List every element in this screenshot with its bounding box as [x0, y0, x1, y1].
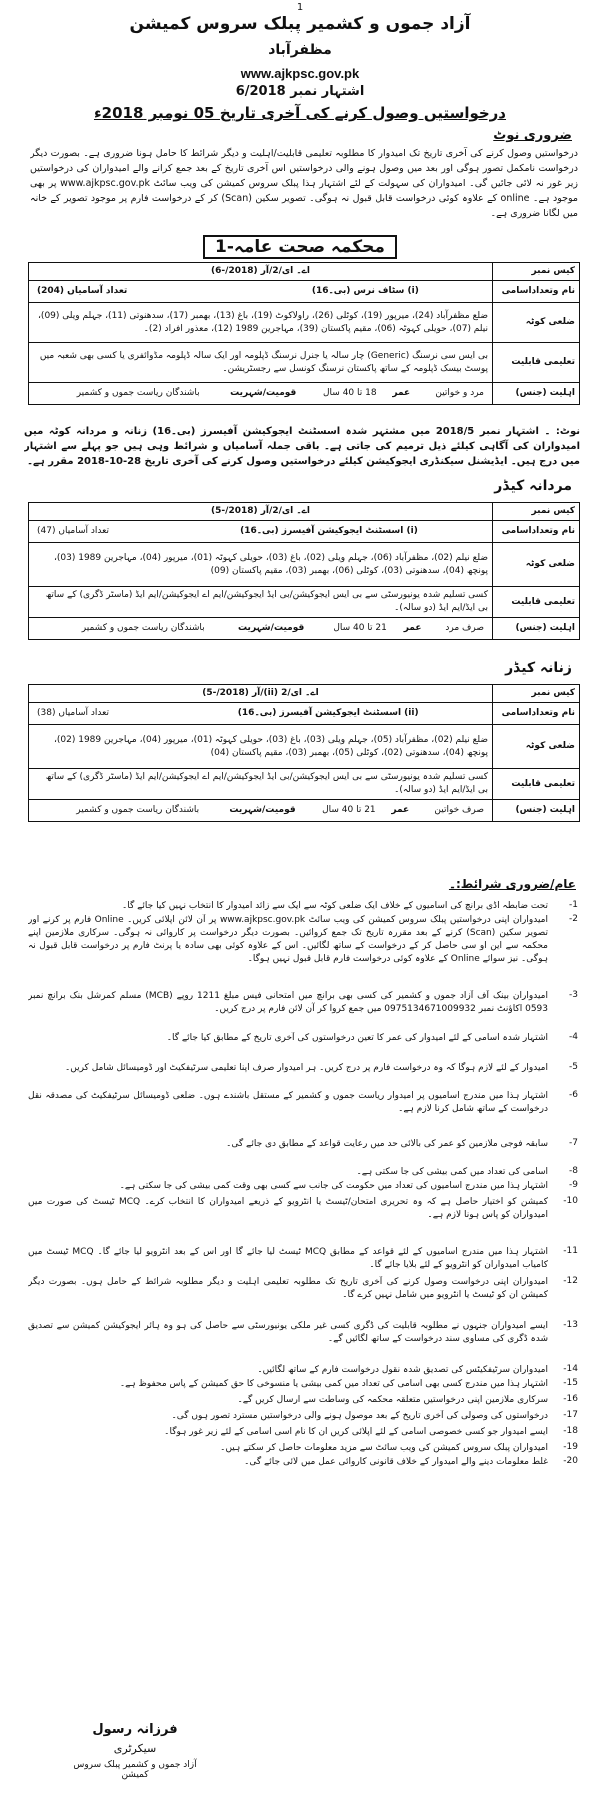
- post-count: تعداد آسامیاں (47): [37, 526, 109, 536]
- condition-text: امیدواران سرٹیفکیٹس کی تصدیق شدہ نقول درخواست فارم کے ساتھ لگائیں۔: [257, 1365, 548, 1375]
- condition-number: -12: [563, 1276, 578, 1286]
- condition-text: سابقہ فوجی ملازمین کو عمر کی بالائی حد میں رعایت قواعد کے مطابق دی جائے گی۔: [226, 1139, 548, 1149]
- condition-text: اشتہار ہذا میں مندرج کسی بھی اسامی کی تعداد میں کمی بیشی یا منسوخی کا حق کمیشن کے پاس محفوظ ہے۔: [119, 1379, 548, 1389]
- label-eligibility: اہلیت (جنس): [493, 618, 580, 640]
- eligibility-cell: [29, 383, 493, 405]
- condition-number: -15: [563, 1378, 578, 1388]
- condition-number: -1: [569, 900, 578, 910]
- age-value: 18 تا 40 سال: [323, 388, 377, 398]
- amendment-note: نوٹ: ۔ اشتہار نمبر 2018/5 میں مشتہر شدہ اسسٹنٹ ایجوکیشن آفیسرز (بی۔16) زنانہ و مردانہ کوٹہ میں امیدواران کی آگاہی کیلئے ذیل ترمیم کی جاتی ہے۔ باقی جملہ آسامیاں و شرائط وہی ہیں جو پہلے سے اشتہار میں درج ہیں۔ ایڈیشنل سیکنڈری ایجوکیشن کیلئے درخواستیں وصول کرنے کی آخری تاریخ 28-10-2018 مقرر ہے۔: [24, 426, 580, 467]
- label-qualification: تعلیمی قابلیت: [493, 343, 580, 383]
- age-label: عمر: [391, 805, 410, 815]
- nationality-label: قومیت/شہریت: [230, 388, 297, 398]
- condition-number: -20: [563, 1456, 578, 1466]
- age-value: 21 تا 40 سال: [322, 805, 376, 815]
- label-quota: ضلعی کوٹہ: [493, 725, 580, 769]
- condition-number: -3: [569, 990, 578, 1000]
- qualification-value: کسی تسلیم شدہ یونیورسٹی سے بی ایس ایجوکیشن/بی ایڈ ایجوکیشن/ایم اے ایجوکیشن/ایم ایڈ (ماسٹر ڈگری) کے ساتھ بی ایڈ/ایم ایڈ (دو سالہ)۔: [29, 587, 493, 618]
- condition-text: امیدواران پبلک سروس کمیشن کی ویب سائٹ سے مزید معلومات حاصل کر سکتے ہیں۔: [220, 1443, 548, 1453]
- condition-text: غلط معلومات دینے والے امیدوار کے خلاف قانونی کاروائی عمل میں لائی جائے گی۔: [244, 1457, 548, 1467]
- nationality-value: باشندگان ریاست جموں و کشمیر: [76, 388, 200, 398]
- signatory-name: فرزانہ رسول: [92, 1722, 178, 1737]
- label-eligibility: اہلیت (جنس): [493, 800, 580, 822]
- label-quota: ضلعی کوٹہ: [493, 303, 580, 343]
- post-table-staff-nurse: [28, 262, 580, 405]
- condition-number: -6: [569, 1090, 578, 1100]
- condition-number: -11: [563, 1246, 578, 1256]
- condition-number: -2: [569, 914, 578, 924]
- eligibility-cell: [29, 618, 493, 640]
- condition-number: -17: [563, 1410, 578, 1420]
- label-case-no: کیس نمبر: [493, 503, 580, 521]
- condition-number: -16: [563, 1394, 578, 1404]
- condition-number: -19: [563, 1442, 578, 1452]
- case-no-value: اے۔ ای/2/آر (2018/-5): [29, 503, 493, 521]
- important-note-title: ضروری نوٹ: [493, 128, 572, 143]
- conditions-title: عام/ضروری شرائط:۔: [448, 877, 576, 891]
- qualification-value: کسی تسلیم شدہ یونیورسٹی سے بی ایس ایجوکیشن/بی ایڈ ایجوکیشن/ایم اے ایجوکیشن/ایم ایڈ (ماسٹر ڈگری) کے ساتھ بی ایڈ/ایم ایڈ (دو سالہ)۔: [29, 769, 493, 800]
- website-link[interactable]: www.ajkpsc.gov.pk: [240, 66, 360, 81]
- condition-text: ایسے امیدوار جو کسی خصوصی اسامی کے لئے اپلائی کریں ان کا نام اسی اسامی کے لئے زیر غور ہوگا۔: [164, 1427, 548, 1437]
- nationality-value: باشندگان ریاست جموں و کشمیر: [81, 623, 205, 633]
- age-label: عمر: [392, 388, 411, 398]
- page-number: 1: [296, 2, 304, 13]
- condition-text: امیدواران اپنی درخواست وصول کرنے کی آخری تاریخ تک مطلوبہ تعلیمی اہلیت و دیگر مطلوبہ شرائط کے حامل ہوں۔ بصورت دیگر کمیشن ان کو ٹیسٹ یا انٹرویو میں شامل نہیں کرے گا۔: [28, 1277, 548, 1300]
- department-title-text: 1-محکمہ صحت عامہ: [203, 235, 397, 259]
- gender-value: مرد و خواتین: [435, 388, 484, 398]
- org-title: آزاد جموں و کشمیر پبلک سروس کمیشن: [129, 14, 471, 34]
- condition-number: -4: [569, 1032, 578, 1042]
- label-quota: ضلعی کوٹہ: [493, 543, 580, 587]
- age-label: عمر: [403, 623, 422, 633]
- condition-number: -10: [563, 1196, 578, 1206]
- nationality-value: باشندگان ریاست جموں و کشمیر: [76, 805, 200, 815]
- nationality-label: قومیت/شہریت: [229, 805, 296, 815]
- condition-number: -14: [563, 1364, 578, 1374]
- label-post-name: نام وتعداداسامی: [493, 521, 580, 543]
- female-cadre-heading: زنانہ کیڈر: [505, 660, 572, 676]
- quota-value: ضلع مظفرآباد (24)، میرپور (19)، کوٹلی (26)، راولاکوٹ (19)، باغ (13)، بھمبر (17)، سدھنوتی (11)، جہلم ویلی (09)، نیلم (07)، حویلی کہوٹہ (06)، مقیم پاکستان (39)، مہاجرین 1989 (12)، معذور افراد (2)۔: [29, 303, 493, 343]
- post-count: تعداد آسامیاں (204): [37, 286, 128, 296]
- qualification-value: بی ایس سی نرسنگ (Generic) چار سالہ یا جنرل نرسنگ ڈپلومہ اور ایک سالہ ڈپلومہ مڈوائفری یا کسی بھی شعبہ میں پوسٹ بیسک ڈپلومہ کے ساتھ پاکستان نرسنگ کونسل سے رجسٹریشن۔: [29, 343, 493, 383]
- label-case-no: کیس نمبر: [493, 263, 580, 281]
- condition-text: کمیشن کو اختیار حاصل ہے کہ وہ تحریری امتحان/ٹیسٹ یا انٹرویو کے ذریعے امیدواران کا انتخاب کرے۔ MCQ ٹیسٹ کی صورت میں امیدواران کو پاس ہونا لازم ہے۔: [28, 1197, 548, 1220]
- case-no-value: اے۔ ای/2/آر (2018/-6): [29, 263, 493, 281]
- condition-text: امیدواران بینک آف آزاد جموں و کشمیر کی کسی بھی برانچ میں امتحانی فیس مبلغ 1211 روپے (MCB) مسلم کمرشل بنک برانچ نمبر 0593 اکاؤنٹ نمبر 0975134671009932 میں جمع کروا کر آن لائن فارم پر درج کریں۔: [28, 991, 548, 1014]
- important-note-text: درخواستیں وصول کرنے کی آخری تاریخ تک امیدوار کا مطلوبہ تعلیمی قابلیت/اہلیت و دیگر شرائط کا حامل ہونا ضروری ہے۔ بصورت دیگر درخواست نامکمل تصور ہوگی اور بعد میں وصول ہونے والی درخواستیں اس آخری تاریخ کے بعد جمع کرانے والے امیدواران کی درخواستیں زیر غور نہ لائی جائیں گی۔ امیدواران کی سہولت کے لئے اشتہار ہذا پبلک سروس کمیشن کی ویب سائٹ www.ajkpsc.gov.pk پر بھی موجود ہے۔ online کے علاوہ کوئی درخواست قابل قبول نہ ہوگی۔ تصویر سکین (Scan) کر کے درخواست فارم پر موجود تصویر کے خانہ میں لگانا ضروری ہے۔: [30, 148, 578, 219]
- label-case-no: کیس نمبر: [493, 685, 580, 703]
- male-cadre-heading: مردانہ کیڈر: [494, 478, 572, 494]
- condition-number: -18: [563, 1426, 578, 1436]
- quota-value: ضلع نیلم (02)، مظفرآباد (05)، جہلم ویلی (03)، باغ (03)، حویلی کہوٹہ (01)، میرپور (04)، مہاجرین 1989 (02)، پونچھ (04)، سدھنوتی (02)، کوٹلی (05)، بھمبر (03)، مقیم پاکستان (04): [29, 725, 493, 769]
- case-no-value: اے۔ ای/2 (ii)/آر (2018/-5): [29, 685, 493, 703]
- signatory-title: سیکرٹری: [113, 1742, 157, 1755]
- label-qualification: تعلیمی قابلیت: [493, 769, 580, 800]
- condition-text: اسامی کی تعداد میں کمی بیشی کی جا سکتی ہے۔: [356, 1167, 548, 1177]
- condition-text: اشتہار شدہ اسامی کے لئے امیدوار کی عمر کا تعین درخواستوں کی آخری تاریخ کے مطابق کیا جائے گا۔: [166, 1033, 548, 1043]
- condition-number: -5: [569, 1062, 578, 1072]
- condition-text: امیدواران اپنی درخواستیں پبلک سروس کمیشن کی ویب سائٹ www.ajkpsc.gov.pk پر آن لائن اپلائی کریں۔ Online فارم پر کرنے اور تصویر سکین (Scan) کرنے کے بعد مقررہ تاریخ تک جمع کروائیں۔ بصورت دیگر درخواست پر کاروائی نہ ہوگی۔ سرکاری ملازمین اپنے محکمہ سے این او سی حاصل کر کے درخواست کے ساتھ لگائیں۔ اس کے علاوہ کوئی بھی سادہ یا پرنٹ فارم پر درخواست قابل قبول نہ ہوگی۔ نیز سوائے Online کے علاوہ کوئی درخواست فارم قابل قبول نہیں ہوگا۔: [28, 915, 548, 964]
- post-name-cell: [29, 521, 493, 543]
- deadline-heading: درخواستیں وصول کرنے کی آخری تاریخ 05 نومبر 2018ء: [93, 104, 507, 122]
- post-name-cell: [29, 281, 493, 303]
- gender-value: صرف مرد: [445, 623, 484, 633]
- condition-number: -13: [563, 1320, 578, 1330]
- post-name-cell: [29, 703, 493, 725]
- condition-text: اشتہار ہذا میں مندرج اسامیوں کے لئے قواعد کے مطابق MCQ ٹیسٹ لیا جائے گا اور اس کے بعد انٹرویو لیا جائے گا۔ MCQ ٹیسٹ میں کامیاب امیدواران کو انٹرویو کے لئے بلایا جائے گا۔: [28, 1247, 548, 1270]
- post-name: (ii) اسسٹنٹ ایجوکیشن آفیسرز (بی۔16): [237, 708, 419, 718]
- condition-number: -8: [569, 1166, 578, 1176]
- post-table-aeo-male: [28, 502, 580, 640]
- org-city: مظفرآباد: [268, 42, 332, 58]
- condition-text: ایسے امیدواران جنہوں نے مطلوبہ قابلیت کی ڈگری کسی غیر ملکی یونیورسٹی سے حاصل کی ہو وہ ہائر ایجوکیشن کمیشن سے تصدیق شدہ ڈگری کی مساوی سند درخواست کے ساتھ لگائیں گے۔: [28, 1321, 548, 1344]
- eligibility-cell: [29, 800, 493, 822]
- condition-text: سرکاری ملازمین اپنی درخواستیں متعلقہ محکمہ کی وساطت سے ارسال کریں گے۔: [237, 1395, 548, 1405]
- label-qualification: تعلیمی قابلیت: [493, 587, 580, 618]
- condition-text: اشتہار ہذا میں مندرج اسامیوں کی تعداد میں حکومت کی جانب سے کسی بھی وقت کمی بیشی کی جا سکتی ہے۔: [119, 1181, 548, 1191]
- condition-text: اشتہار ہذا میں مندرج اسامیوں پر امیدوار ریاست جموں و کشمیر کے مستقل باشندے ہوں۔ ضلعی ڈومیسائل سرٹیفکیٹ کی مصدقہ نقل درخواست کے ساتھ شامل کرنا لازم ہے۔: [28, 1091, 548, 1114]
- quota-value: ضلع نیلم (02)، مظفرآباد (06)، جہلم ویلی (02)، باغ (03)، حویلی کہوٹہ (01)، میرپور (04)، مہاجرین 1989 (03)، پونچھ (04)، سدھنوتی (03)، کوٹلی (06)، بھمبر (03)، مقیم پاکستان (09): [29, 543, 493, 587]
- nationality-label: قومیت/شہریت: [238, 623, 305, 633]
- post-count: تعداد آسامیاں (38): [37, 708, 109, 718]
- gender-value: صرف خواتین: [434, 805, 484, 815]
- label-post-name: نام وتعداداسامی: [493, 281, 580, 303]
- condition-text: درخواستوں کی وصولی کی آخری تاریخ کے بعد موصول ہونے والی درخواستیں مسترد تصور ہوں گی۔: [171, 1411, 548, 1421]
- condition-number: -9: [569, 1180, 578, 1190]
- label-post-name: نام وتعداداسامی: [493, 703, 580, 725]
- condition-number: -7: [569, 1138, 578, 1148]
- condition-text: تحت ضابطہ اڈی برانچ کی اسامیوں کے خلاف ایک ضلعی کوٹہ سے ایک سے زائد امیدوار کا انتخاب نہیں کیا جائے گا۔: [121, 901, 548, 911]
- age-value: 21 تا 40 سال: [333, 623, 387, 633]
- label-eligibility: اہلیت (جنس): [493, 383, 580, 405]
- condition-text: امیدوار کے لئے لازم ہوگا کہ وہ درخواست فارم پر درج کریں۔ ہر امیدوار صرف اپنا تعلیمی سرٹیفکیٹ اور ڈومیسائل شامل کریں۔: [64, 1063, 548, 1073]
- post-name: (i) سٹاف نرس (بی۔16): [311, 286, 419, 296]
- post-table-aeo-female: [28, 684, 580, 822]
- ad-number: اشتہار نمبر 6/2018: [235, 84, 365, 99]
- post-name: (i) اسسٹنٹ ایجوکیشن آفیسرز (بی۔16): [240, 526, 418, 536]
- signatory-org: آزاد جموں و کشمیر پبلک سروس کمیشن: [73, 1760, 197, 1780]
- department-title: [0, 236, 600, 257]
